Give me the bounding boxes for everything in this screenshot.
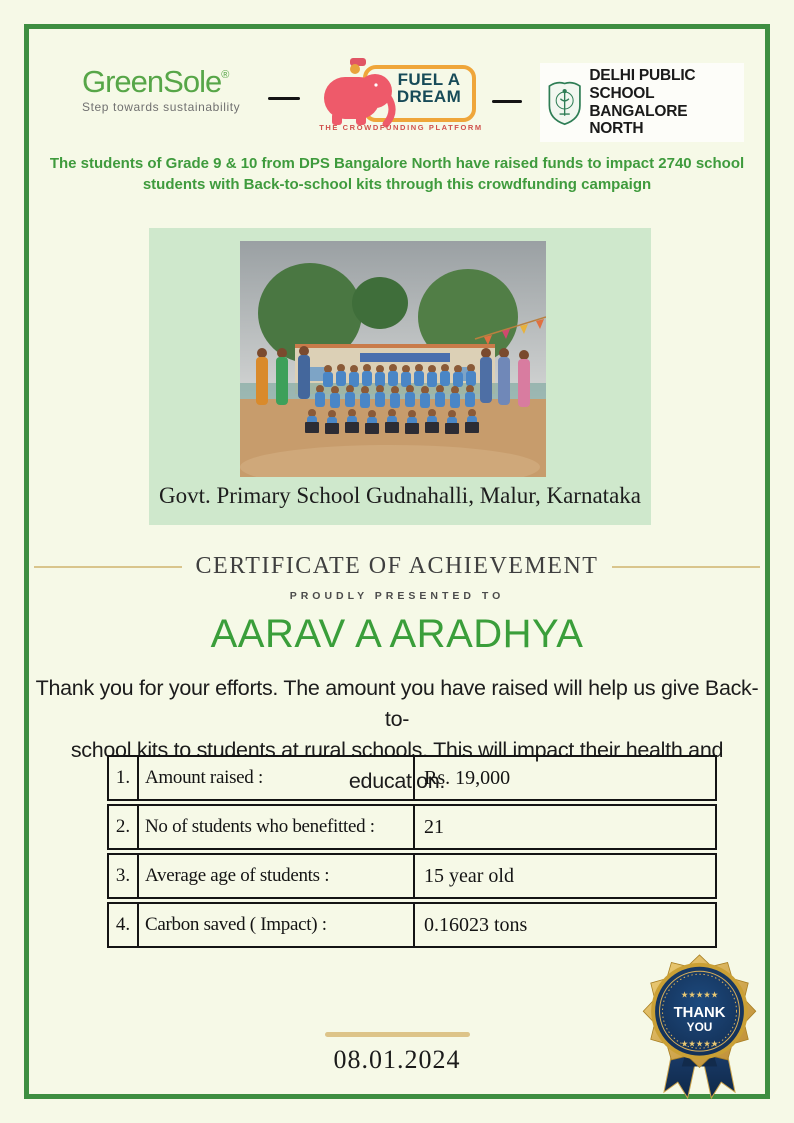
fad-line2: DREAM — [396, 87, 462, 106]
row-value: 21 — [413, 806, 715, 848]
badge-stars-bottom: ★★★★★ — [680, 1038, 719, 1049]
fad-line1: FUEL A — [397, 70, 461, 89]
intro-line-2: students with Back-to-school kits through this crowdfunding campaign — [142, 176, 652, 193]
dps-school-name — [589, 67, 738, 138]
row-label: Carbon saved ( Impact) : — [145, 914, 327, 935]
certificate-title-row — [0, 553, 794, 580]
intro-line-1: The students of Grade 9 & 10 from DPS Bangalore North have raised funds to impact 2740 school — [49, 155, 745, 172]
table-row — [107, 902, 717, 948]
row-value: Rs. 19,000 — [413, 757, 715, 799]
message-line-1: Thank you for your efforts. The amount you have raised will help us give Back-to- — [35, 676, 759, 731]
thank-you-badge — [640, 952, 759, 1100]
greensole-name: GreenSole — [82, 64, 222, 99]
row-value: 15 year old — [413, 855, 715, 897]
table-row — [107, 804, 717, 850]
recipient-name: AARAV A ARADHYA — [210, 612, 584, 656]
presented-to-label: PROUDLY PRESENTED TO — [289, 590, 505, 602]
row-number: 4. — [109, 904, 139, 946]
certificate-date: 08.01.2024 — [333, 1045, 461, 1074]
badge-thank: THANK — [673, 1005, 726, 1022]
row-value: 0.16023 tons — [413, 904, 715, 946]
school-group-photo — [240, 241, 546, 477]
table-row — [107, 853, 717, 899]
greensole-tagline: Step towards sustainability — [82, 100, 241, 114]
logo-separator-dash — [268, 97, 300, 100]
badge-you: YOU — [686, 1019, 713, 1034]
row-number: 1. — [109, 757, 139, 799]
row-label: Average age of students : — [145, 865, 330, 886]
fuel-a-dream-wordmark — [384, 71, 474, 105]
certificate-title: CERTIFICATE OF ACHIEVEMENT — [195, 553, 599, 579]
fuel-a-dream-logo — [318, 57, 484, 135]
greensole-logo — [82, 66, 262, 114]
dps-logo — [540, 63, 744, 142]
dps-line2: BANGALORE NORTH — [589, 102, 688, 138]
title-rule-left — [34, 566, 182, 568]
logo-separator-dash — [492, 100, 522, 103]
impact-table — [107, 755, 717, 948]
campaign-intro-text — [47, 153, 747, 195]
date-rule — [325, 1032, 470, 1037]
row-label: No of students who benefitted : — [145, 816, 375, 837]
fuel-a-dream-tagline: THE CROWDFUNDING PLATFORM — [319, 123, 483, 132]
table-row — [107, 755, 717, 801]
row-label: Amount raised : — [145, 767, 263, 788]
row-number: 3. — [109, 855, 139, 897]
dps-line1: DELHI PUBLIC SCHOOL — [589, 66, 696, 102]
badge-stars-top: ★★★★★ — [680, 989, 719, 1000]
photo-panel — [149, 228, 651, 525]
registered-mark: ® — [221, 69, 230, 81]
dps-shield-icon — [546, 76, 583, 130]
row-number: 2. — [109, 806, 139, 848]
title-rule-right — [612, 566, 760, 568]
photo-caption: Govt. Primary School Gudnahalli, Malur, Karnataka — [159, 483, 641, 508]
greensole-wordmark — [82, 66, 262, 97]
message-line-2: school kits to students at rural schools. This will impact their health and education. — [70, 738, 724, 793]
